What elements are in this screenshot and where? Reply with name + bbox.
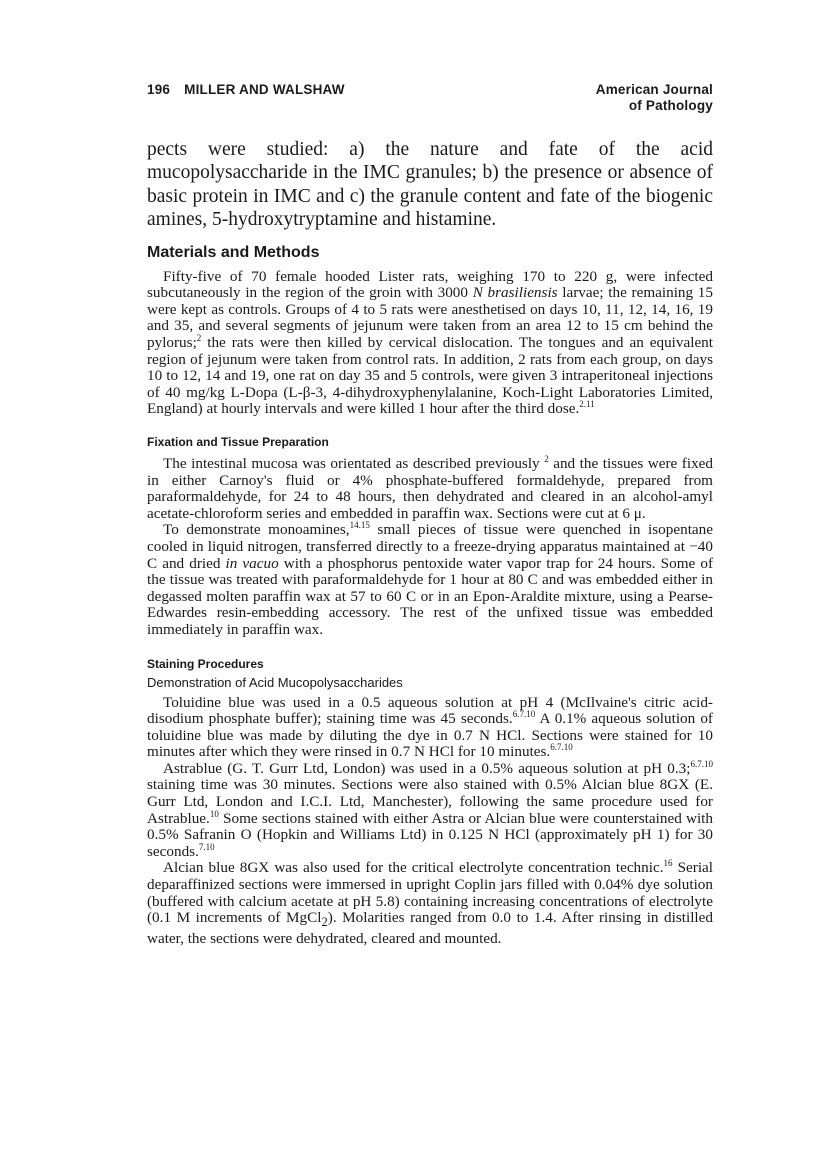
text-run: Astrablue (G. T. Gurr Ltd, London) was used in a 0.5% aqueous solution at pH 0.3; [163,759,691,777]
text-run: Serial deparaffinized sections were immersed in upright Coplin jars filled with 0.04% dye solution (buffered with calcium acetate at pH 5.8) containing increasing concentrations of electrolyte (0.1 M increments of MgCl [147,859,713,927]
section-heading-fixation: Fixation and Tissue Preparation [147,434,329,449]
text-run: staining time was 30 minutes. Sections were also stained with 0.5% Alcian blue 8GX (E. Gurr Ltd, London and I.C.I. Ltd, Manchester), following the same procedure used for Astrablue. [147,776,713,827]
text-run: Toluidine blue was used in a 0.5 aqueous solution at pH 4 (McIlvaine's citric acid-disodium phosphate buffer); staining time was 45 seconds. [147,693,713,728]
text-run: ). Molarities ranged from 0.0 to 1.4. After rinsing in distilled water, the sections were dehydrated, cleared and mounted. [147,909,713,947]
running-authors: MILLER AND WALSHAW [184,82,345,97]
text-run: with a phosphorus pentoxide water vapor trap for 24 hours. Some of the tissue was treated with paraformaldehyde for 1 hour at 80 C and was embedded either in degassed molten paraffin wax at 57 to 60 C or in an Epon-Araldite mixture, using a Pearse-Edwardes resin-embedding accessory. The rest of the unfixed tissue was embedded immediately in paraffin wax. [147,554,714,638]
staining-paragraph-1 [147,695,713,761]
reference-marker: 2 [544,453,549,464]
intro-paragraph: pects were studied: a) the nature and fate of the acid mucopolysaccharide in the IMC granules; b) the presence or absence of basic protein in IMC and c) the granule content and fate of the biogenic amines, 5-hydroxytryptamine and histamine. [147,139,713,231]
reference-marker: 2.11 [579,399,595,410]
fixation-paragraph-1 [147,453,714,522]
materials-section [147,269,713,418]
subsection-heading-acid-mucopolysaccharides: Demonstration of Acid Mucopolysaccharides [147,674,403,690]
text-run: and the tissues were fixed in either Carnoy's fluid or 4% phosphate-buffered formaldehyde, prepared from paraformaldehyde, for 24 to 48 hours, then dehydrated and cleared in an alcohol-amyl acetate-chloroform series and embedded in paraffin wax. Sections were cut at 6 μ. [147,454,714,522]
page-number: 196 [147,82,171,97]
materials-paragraph [147,269,713,418]
text-run: larvae; the remaining 15 were kept as controls. Groups of 4 to 5 rats were anesthetised on days 10, 11, 12, 14, 16, 19 and 35, and several segments of jejunum were taken from an area 12 to 15 cm behind the pylorus; [147,284,713,351]
journal-name-line-2: of Pathology [628,98,713,113]
text-run: small pieces of tissue were quenched in isopentane cooled in liquid nitrogen, transferred directly to a freeze-drying apparatus maintained at −40 C and dried [147,521,713,572]
text-run: the rats were then killed by cervical dislocation. The tongues and an equivalent region of jejunum were taken from control rats. In addition, 2 rats from each group, on days 10 to 12, 14 and 19, one rat on day 35 and 5 controls, were given 3 intraperitoneal injections of 40 mg/kg L-Dopa (L-β-3, 4-dihydroxyphenylalanine, Koch-Light Laboratories Limited, England) at hourly intervals and were killed 1 hour after the third dose. [147,334,713,418]
fixation-section [147,453,714,639]
reference-marker: 6.7.10 [512,709,536,720]
journal-page [147,80,713,947]
text-run: A 0.1% aqueous solution of toluidine blue was made by diluting the dye in 0.7 N HCl. Sections were stained for 10 minutes after which they were rinsed in 0.7 N HCl for 10 minutes. [147,710,713,761]
section-heading-materials: Materials and Methods [147,243,320,261]
species-name: N brasiliensis [472,284,558,302]
text-run: To demonstrate monoamines, [163,521,350,539]
staining-paragraph-2 [147,758,713,861]
reference-marker: 6.7.10 [690,758,713,769]
subscript: 2 [321,915,328,930]
header-left [147,82,345,97]
reference-marker: 6.7.10 [550,742,573,753]
text-run: Some sections stained with either Astra or Alcian blue were counterstained with 0.5% Safranin O (Hopkin and Williams Ltd) in 0.125 N HCl (approximately pH 1) for 30 seconds. [147,809,713,860]
reference-marker: 2 [196,333,202,343]
reference-marker: 10 [209,808,219,819]
staining-paragraph-3 [147,860,713,947]
text-run: Fifty-five of 70 female hooded Lister rats, weighing 170 to 220 g, were infected subcutaneously in the region of the groin with 3000 [147,267,713,302]
journal-name-line-1: American Journal [595,82,713,97]
latin-term: in vacuo [225,554,279,572]
text-run: The intestinal mucosa was orientated as described previously [163,454,545,472]
reference-marker: 7.10 [198,841,215,852]
journal-name [596,82,713,114]
text-run: Alcian blue 8GX was also used for the critical electrolyte concentration technic. [163,859,664,877]
reference-marker: 16 [663,858,673,869]
reference-marker: 14.15 [349,520,370,531]
running-header [147,80,713,114]
section-heading-staining: Staining Procedures [147,656,264,671]
staining-section [147,695,713,948]
fixation-paragraph-2 [147,522,713,638]
